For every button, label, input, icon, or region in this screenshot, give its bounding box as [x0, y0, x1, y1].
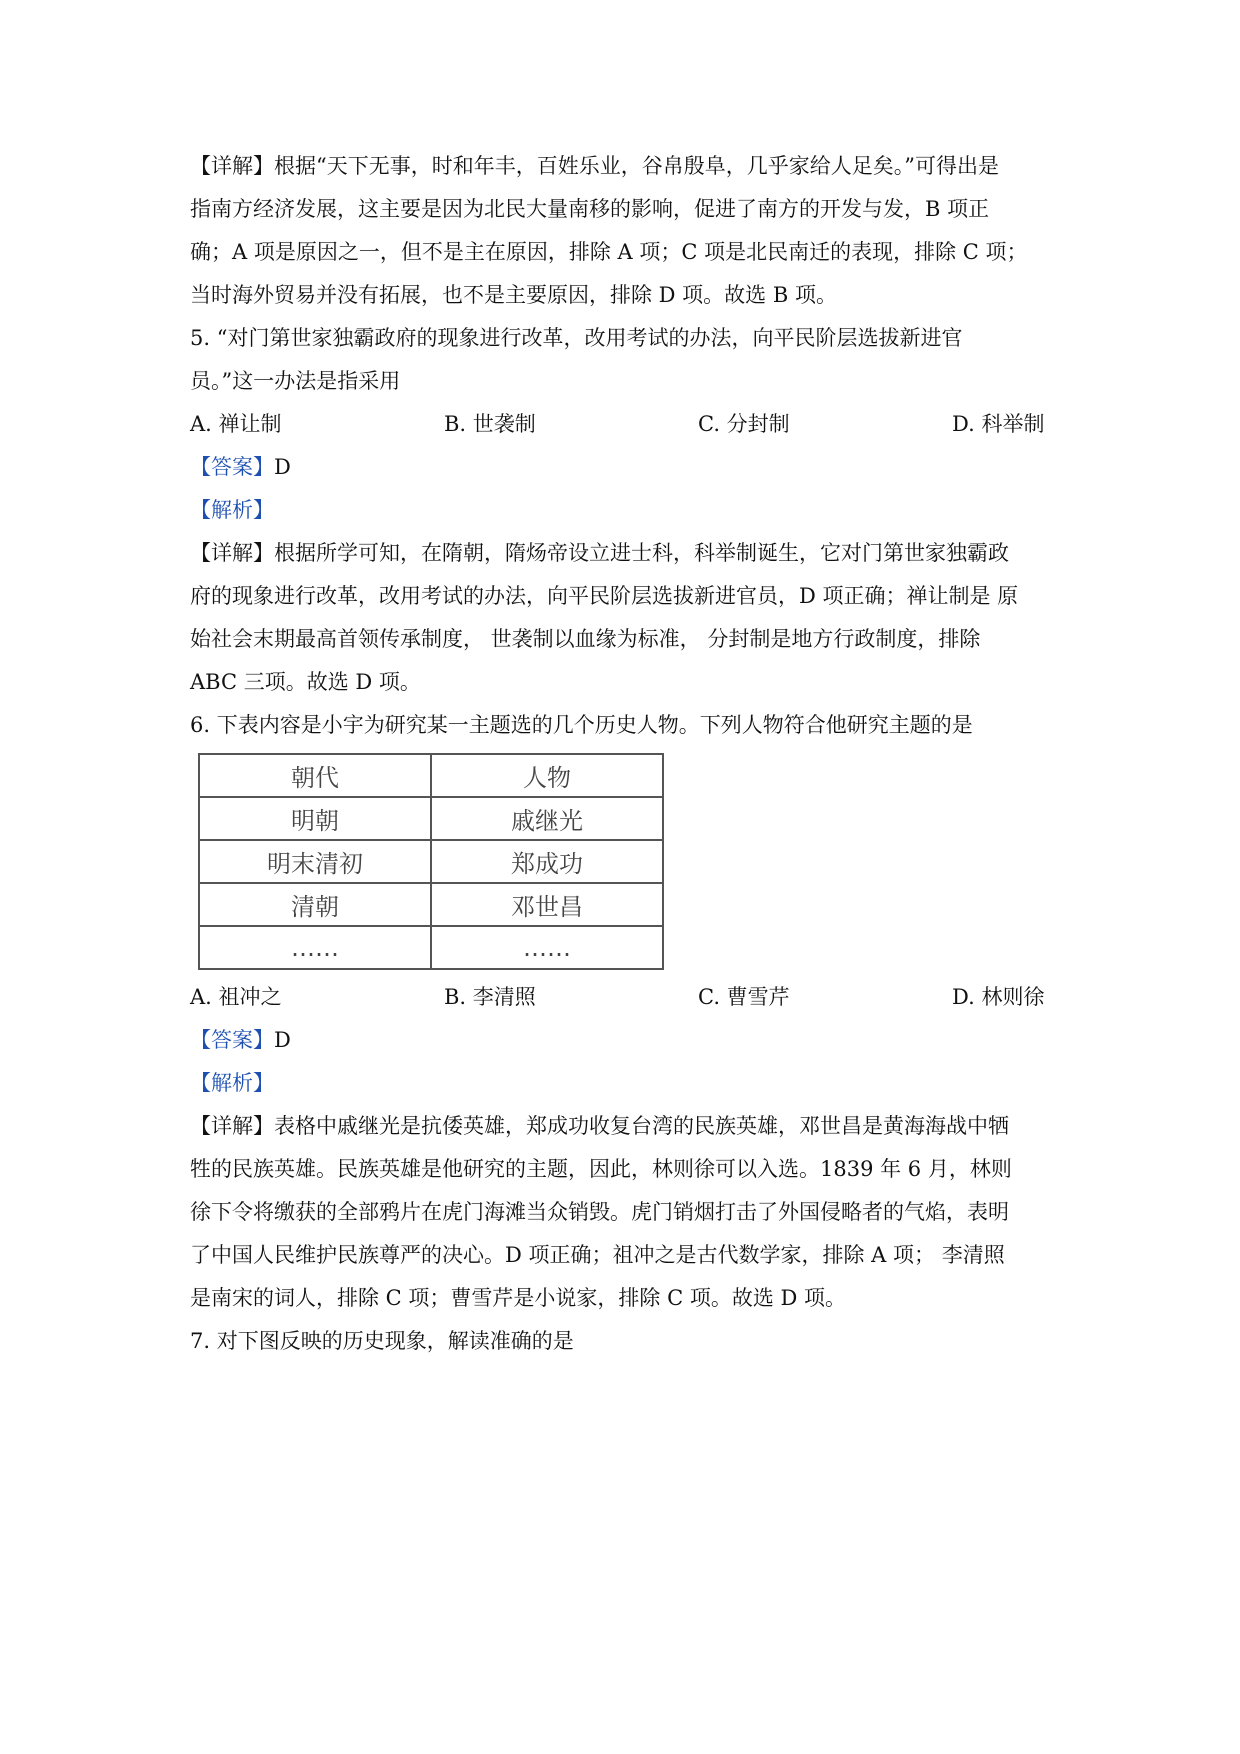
- text-line: 【详解】根据所学可知，在隋朝，隋炀帝设立进士科，科举制诞生，它对门第世家独霸政: [190, 541, 1009, 565]
- question-5: [190, 317, 1060, 704]
- text-line: 始社会末期最高首领传承制度， 世袭制以血缘为标准， 分封制是地方行政制度，排除: [190, 627, 981, 651]
- table-cell: ……: [431, 926, 663, 969]
- table-cell: ……: [199, 926, 431, 969]
- table-row: [199, 926, 663, 969]
- q4-detail: [190, 145, 1060, 317]
- text-line: ABC 三项。故选 D 项。: [190, 670, 421, 694]
- table-cell: 清朝: [199, 883, 431, 926]
- analysis-tag: 【解析】: [190, 498, 274, 522]
- answer-line: [190, 1019, 1060, 1062]
- table-cell: 明末清初: [199, 840, 431, 883]
- option-c: C. 分封制: [698, 412, 790, 436]
- text-line: 府的现象进行改革，改用考试的办法，向平民阶层选拔新进官员，D 项正确；禅让制是 原: [190, 584, 1019, 608]
- answer-value: D: [274, 455, 291, 479]
- text-line: 当时海外贸易并没有拓展，也不是主要原因，排除 D 项。故选 B 项。: [190, 283, 837, 307]
- question-stem: 5. “对门第世家独霸政府的现象进行改革，改用考试的办法，向平民阶层选拔新进官: [190, 326, 963, 350]
- text-line: 是南宋的词人，排除 C 项；曹雪芹是小说家，排除 C 项。故选 D 项。: [190, 1286, 847, 1310]
- table-cell: 郑成功: [431, 840, 663, 883]
- analysis-tag: 【解析】: [190, 1071, 274, 1095]
- table-cell: 明朝: [199, 797, 431, 840]
- question-6: [190, 704, 1060, 1320]
- text-line: 徐下令将缴获的全部鸦片在虎门海滩当众销毁。虎门销烟打击了外国侵略者的气焰，表明: [190, 1200, 1009, 1224]
- answer-tag: 【答案】: [190, 455, 274, 479]
- option-row: [190, 976, 1060, 1019]
- table-cell: 戚继光: [431, 797, 663, 840]
- table-header-row: [199, 754, 663, 797]
- question-stem: 员。”这一办法是指采用: [190, 369, 401, 393]
- question-stem: 6. 下表内容是小宇为研究某一主题选的几个历史人物。下列人物符合他研究主题的是: [190, 713, 973, 737]
- table-cell: 邓世昌: [431, 883, 663, 926]
- history-figures-table: [198, 753, 664, 970]
- option-c: C. 曹雪芹: [698, 985, 790, 1009]
- option-b: B. 世袭制: [444, 412, 536, 436]
- option-row: [190, 403, 1060, 446]
- table-row: [199, 883, 663, 926]
- table-row: [199, 840, 663, 883]
- option-a: A. 祖冲之: [190, 985, 282, 1009]
- option-b: B. 李清照: [444, 985, 536, 1009]
- document-page: [190, 145, 1060, 1363]
- text-line: 牲的民族英雄。民族英雄是他研究的主题，因此，林则徐可以入选。1839 年 6 月，林则: [190, 1157, 1012, 1181]
- option-a: A. 禅让制: [190, 412, 282, 436]
- option-d: D. 林则徐: [952, 985, 1045, 1009]
- text-line: 【详解】根据“天下无事，时和年丰，百姓乐业，谷帛殷阜，几乎家给人足矣。”可得出是: [190, 154, 999, 178]
- text-line: 了中国人民维护民族尊严的决心。D 项正确；祖冲之是古代数学家，排除 A 项； 李清照: [190, 1243, 1005, 1267]
- text-line: 【详解】表格中戚继光是抗倭英雄，郑成功收复台湾的民族英雄，邓世昌是黄海海战中牺: [190, 1114, 1009, 1138]
- answer-tag: 【答案】: [190, 1028, 274, 1052]
- question-7: [190, 1320, 1060, 1363]
- answer-value: D: [274, 1028, 291, 1052]
- answer-line: [190, 446, 1060, 489]
- table-header-cell: 人物: [431, 754, 663, 797]
- table-row: [199, 797, 663, 840]
- text-line: 指南方经济发展，这主要是因为北民大量南移的影响，促进了南方的开发与发，B 项正: [190, 197, 990, 221]
- table-header-cell: 朝代: [199, 754, 431, 797]
- text-line: 确；A 项是原因之一，但不是主在原因，排除 A 项；C 项是北民南迁的表现，排除 C 项；: [190, 240, 1028, 264]
- question-stem: 7. 对下图反映的历史现象，解读准确的是: [190, 1329, 574, 1353]
- option-d: D. 科举制: [952, 412, 1045, 436]
